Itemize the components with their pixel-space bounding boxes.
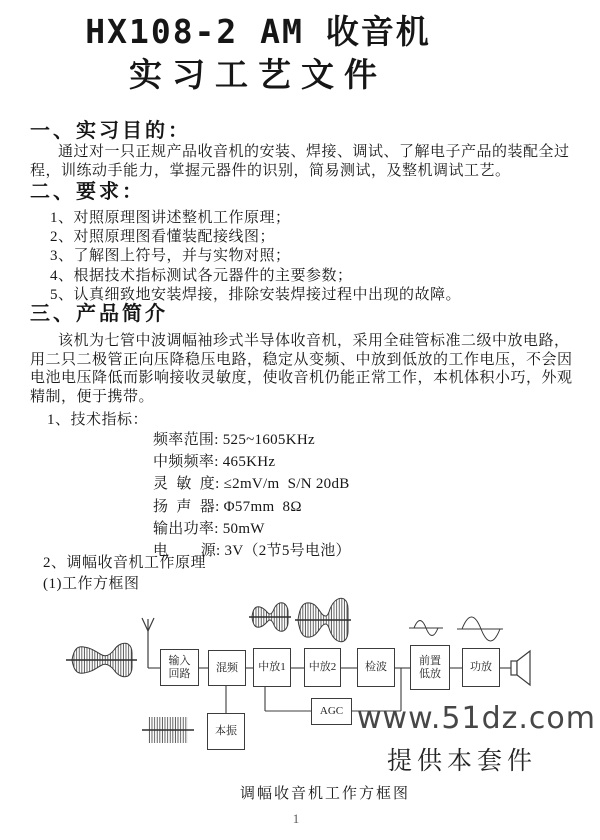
section3-paragraph [30,332,585,406]
paragraph-line: 用二只二极管正向压降稳压电路，稳定从变频、中放到低放的工作电压，不会因 [30,351,573,368]
block-power-amp: 功放 [462,648,500,687]
paragraph-line: 电池电压降低而影响接收灵敏度，使收音机仍能正常工作，本机体积小巧，外观 [30,370,573,387]
am-wave-icon [295,598,351,641]
paragraph-line: 程，训练动手能力，掌握元器件的识别，简易测试，及整机调试工艺。 [30,162,511,179]
watermark-tagline: 提供本套件 [387,746,538,775]
am-wave-icon [249,603,291,632]
list-item: 1、对照原理图讲述整机工作原理； [50,210,291,226]
section1-paragraph [30,143,585,180]
list-item: 5、认真细致地安装焊接，排除安装焊接过程中出现的故障。 [50,286,462,303]
diagram-caption: 调幅收音机工作方框图 [239,786,410,802]
speaker-icon [511,651,530,685]
spec-line: 频率范围: 525~1605KHz [153,432,315,448]
block-agc: AGC [311,698,352,725]
block-input-circuit: 输入回路 [160,649,199,686]
sine-wave-icon [457,617,503,641]
block-local-oscillator: 本振 [207,713,245,750]
block-if-amp-2: 中放2 [304,648,341,687]
antenna-icon [142,618,154,668]
spec-line: 中频频率: 465KHz [153,454,276,471]
document-title-line1: HX108-2 AM 收音机 [85,12,431,51]
title-block [0,12,558,96]
carrier-wave-icon [142,717,194,743]
principle-heading: 2、调幅收音机工作原理 [43,555,207,571]
paragraph-line: 精制，便于携带。 [30,388,155,405]
block-preamp: 前置低放 [410,645,450,690]
list-item: 3、了解图上符号，并与实物对照； [50,248,291,265]
sine-wave-icon [409,621,443,636]
block-mixer: 混频 [208,650,246,686]
paragraph-line: 通过对一只正规产品收音机的安装、焊接、调试、了解电子产品的装配全过 [58,144,570,160]
section3-heading: 三、产品简介 [30,303,168,325]
diagram-heading: (1)工作方框图 [43,576,140,592]
block-detector: 检波 [357,648,395,687]
section2-heading: 二、要求： [30,181,145,203]
page-number: 1 [292,811,300,826]
list-item: 2、对照原理图看懂装配接线图； [50,229,276,246]
list-item: 4、根据技术指标测试各元器件的主要参数； [50,267,353,284]
specs-heading: 1、技术指标： [47,412,149,428]
spec-line: 扬 声 器: Φ57mm 8Ω [153,498,302,515]
am-wave-icon [66,643,137,677]
watermark-url: www.51dz.com [357,701,596,736]
document-title-line2: 实习工艺文件 [129,56,387,93]
section1-heading: 一、实习目的： [30,120,191,142]
requirements-list [50,209,590,305]
block-if-amp-1: 中放1 [253,648,291,687]
spec-line: 灵 敏 度: ≤2mV/m S/N 20dB [153,476,350,493]
spec-line: 输出功率: 50mW [153,520,265,537]
spec-line: 电 源: 3V（2节5号电池） [153,542,351,559]
paragraph-line: 该机为七管中波调幅袖珍式半导体收音机，采用全硅管标准二级中放电路， [58,333,570,349]
specs-list [153,429,351,562]
